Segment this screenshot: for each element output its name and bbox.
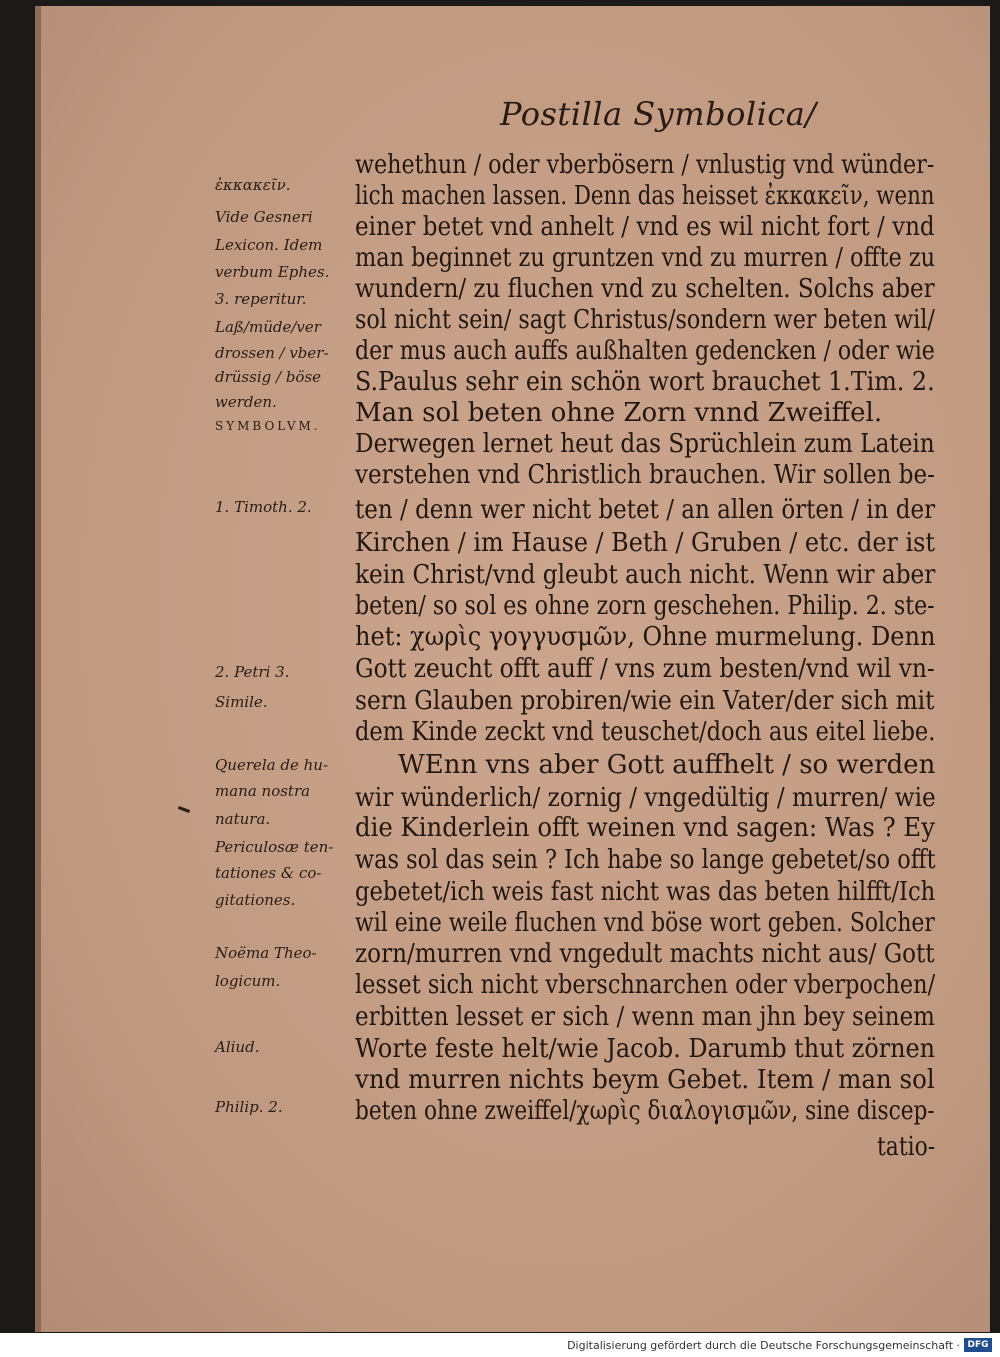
body-line: lesset sich nicht vberschnarchen oder vberpochen/ [355,970,936,1000]
margin-note: Lexicon. Idem [215,236,323,254]
margin-note: gitationes. [215,891,296,909]
body-line: die Kinderlein offt weinen vnd sagen: Was ? Ey [355,813,935,843]
margin-note: tationes & co- [215,864,322,882]
body-line: zorn/murren vnd vngedult machts nicht aus/ Gott [355,939,935,969]
body-line: Man sol beten ohne Zorn vnnd Zweiffel. [355,398,883,428]
margin-note: Querela de hu- [215,756,329,774]
margin-note: 2. Petri 3. [215,663,290,681]
body-line: Kirchen / im Hause / Beth / Gruben / etc. der ist [355,528,936,558]
margin-note: verbum Ephes. [215,263,330,281]
body-line: S.Paulus sehr ein schön wort brauchet 1.Tim. 2. [355,367,935,397]
margin-note: SYMBOLVM. [215,419,321,433]
body-line: wil eine weile fluchen vnd böse wort geben. Solcher [355,908,935,938]
body-line: ten / denn wer nicht betet / an allen örten / in der [355,495,936,525]
margin-note: 1. Timoth. 2. [215,498,312,516]
body-line: wundern/ zu fluchen vnd zu schelten. Solchs aber [355,274,935,304]
running-title: Postilla Symbolica/ [500,95,817,133]
dfg-logo: DFG [964,1338,992,1352]
margin-note: logicum. [215,972,281,990]
margin-note: Philip. 2. [215,1098,283,1116]
margin-note: Noëma Theo- [215,944,317,962]
body-line: sern Glauben probiren/wie ein Vater/der sich mit [355,686,935,716]
body-line: Worte feste helt/wie Jacob. Darumb thut zörnen [355,1034,936,1064]
body-line: was sol das sein ? Ich habe so lange gebetet/so offt [355,845,936,875]
margin-note: Vide Gesneri [215,208,313,226]
body-line: der mus auch auffs außhalten gedencken / oder wie [355,336,935,366]
body-line: lich machen lassen. Denn das heisset ἐκκακεῖν, wenn [355,181,935,211]
body-line: wehethun / oder vberbösern / vnlustig vnd wünder- [355,150,935,180]
margin-note: mana nostra [215,782,311,800]
margin-note: drossen / vber- [215,344,329,362]
body-line: tatio- [877,1132,936,1162]
body-line: het: χωρὶς γογγυσμῶν, Ohne murmelung. Denn [355,622,936,652]
body-line: vnd murren nichts beym Gebet. Item / man sol [355,1065,935,1095]
body-line: Derwegen lernet heut das Sprüchlein zum Latein [355,429,935,459]
body-line: erbitten lesset er sich / wenn man jhn bey seinem [355,1002,935,1032]
body-line: beten/ so sol es ohne zorn geschehen. Philip. 2. ste- [355,591,935,621]
body-line: beten ohne zweiffel/χωρὶς διαλογισμῶν, sine discep- [355,1096,935,1126]
body-line: wir wünderlich/ zornig / vngedültig / murren/ wie [355,783,936,813]
margin-note: werden. [215,393,277,411]
margin-note: Simile. [215,693,268,711]
body-line: WEnn vns aber Gott auffhelt / so werden [398,750,936,780]
body-line: verstehen vnd Christlich brauchen. Wir sollen be- [355,460,935,490]
body-line: einer betet vnd anhelt / vnd es wil nicht fort / vnd [355,212,935,242]
margin-note: Laß/müde/ver [215,318,321,336]
body-line: dem Kinde zeckt vnd teuschet/doch aus eitel liebe. [355,717,936,747]
page-edge-shadow [35,6,41,1332]
funding-credit: Digitalisierung gefördert durch die Deutsche Forschungsgemeinschaft · [567,1339,960,1352]
margin-note: drüssig / böse [215,368,322,386]
margin-note: Periculosæ ten- [215,838,334,856]
margin-note: ἐκκακεῖν. [215,176,291,194]
margin-note: Aliud. [215,1038,260,1056]
body-line: man beginnet zu gruntzen vnd zu murren / offte zu [355,243,936,273]
margin-note: natura. [215,810,271,828]
body-line: kein Christ/vnd gleubt auch nicht. Wenn wir aber [355,560,936,590]
body-line: sol nicht sein/ sagt Christus/sondern wer beten wil/ [355,305,935,335]
body-line: Gott zeucht offt auff / vns zum besten/vnd wil vn- [355,654,935,684]
body-line: gebetet/ich weis fast nicht was das beten hilfft/Ich [355,877,936,907]
margin-note: 3. reperitur. [215,290,307,308]
